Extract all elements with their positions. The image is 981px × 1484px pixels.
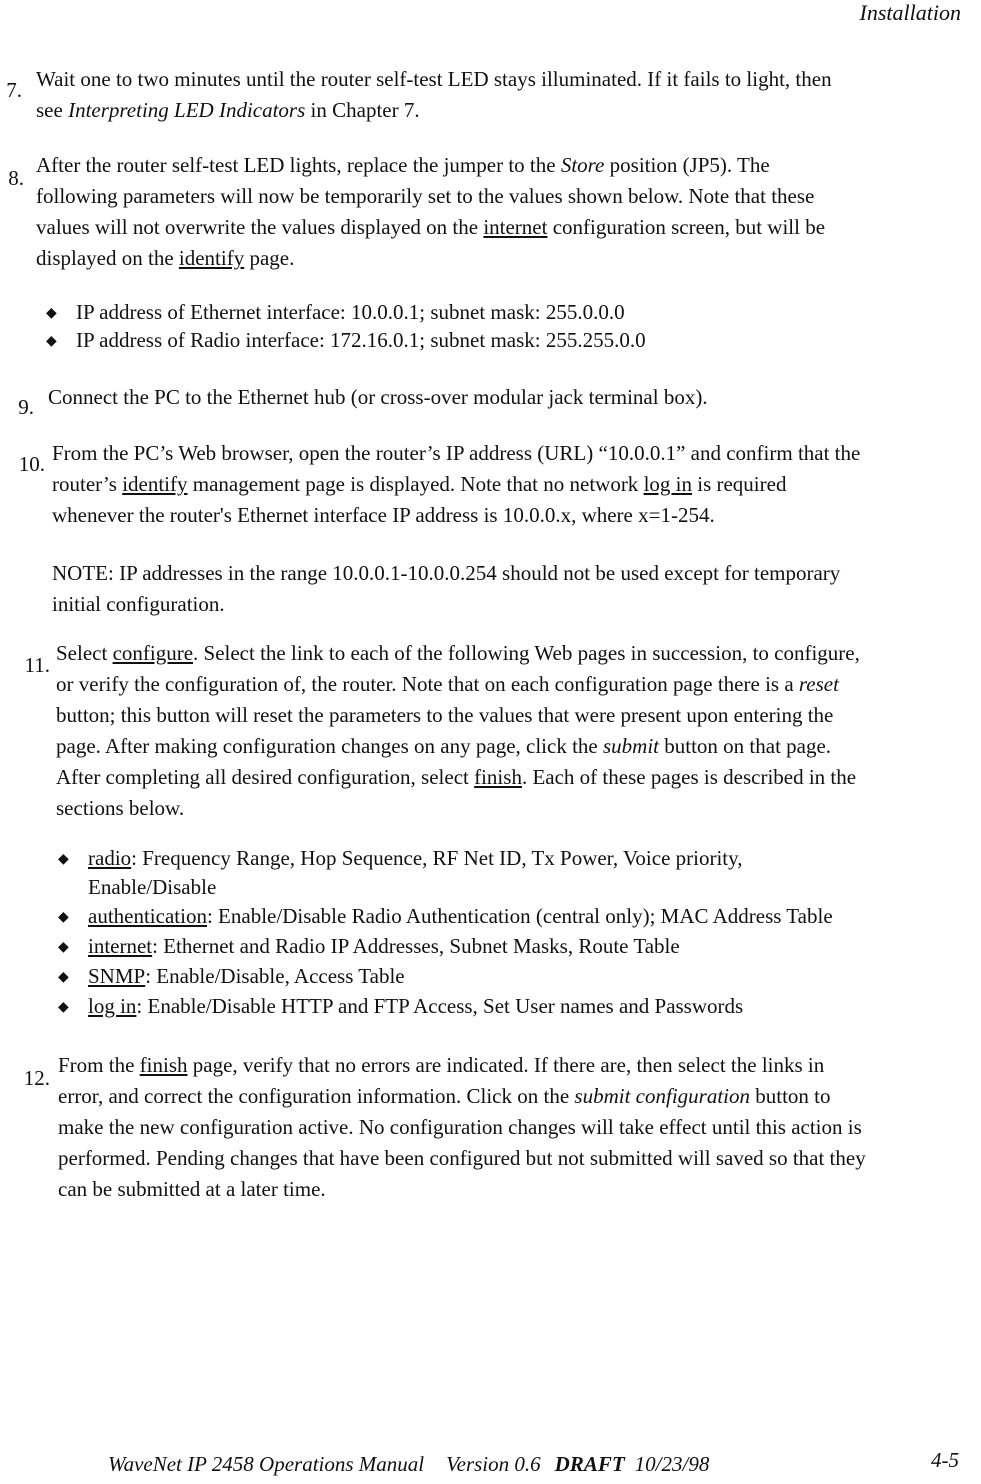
internet-link[interactable]: internet bbox=[88, 934, 153, 958]
list-item: ◆ authentication: Enable/Disable Radio Authentication (central only); MAC Address Table bbox=[58, 902, 833, 932]
list-item: ◆ SNMP: Enable/Disable, Access Table bbox=[58, 962, 405, 992]
log-in-link[interactable]: log in bbox=[88, 994, 137, 1018]
finish-link[interactable]: finish bbox=[474, 765, 522, 789]
note: NOTE: IP addresses in the range 10.0.0.1-10.0.0.254 should not be used except for temporary initial configuration. bbox=[52, 561, 841, 616]
step-text: Wait one to two minutes until the router self-test LED stays illuminated. If it fails to light, then see Interpreting LED Indicators in Chapter 7. bbox=[36, 67, 832, 122]
chapter-reference: Interpreting LED Indicators bbox=[68, 98, 306, 122]
identify-link[interactable]: identify bbox=[122, 472, 188, 496]
step-number: 9. bbox=[18, 395, 34, 419]
page-number: 4-5 bbox=[931, 1448, 959, 1472]
step-number: 8. bbox=[8, 166, 24, 190]
internet-link[interactable]: internet bbox=[483, 215, 548, 239]
finish-link[interactable]: finish bbox=[139, 1053, 188, 1077]
step-text: From the PC’s Web browser, open the router’s IP address (URL) “10.0.0.1” and confirm that the router’s identify management page is displayed. Note that no network log in is required whenever the router's Ethernet interface IP address is 10.0.0.x, where x=1-254. bbox=[52, 441, 861, 527]
step-text: Connect the PC to the Ethernet hub (or cross-over modular jack terminal box). bbox=[48, 385, 708, 409]
diamond-bullet-icon: ◆ bbox=[58, 970, 69, 985]
step-number: 12. bbox=[23, 1066, 50, 1090]
list-item-continuation: Enable/Disable bbox=[88, 875, 217, 899]
step-text: From the finish page, verify that no errors are indicated. If there are, then select the links in error, and correct the configuration information. Click on the submit configuration button to make the new configuration active. No configuration changes will take effect until this action is performed. Pending changes that have been configured but not submitted will saved so that they can be submitted at a later time. bbox=[58, 1053, 866, 1201]
draft-date: 10/23/98 bbox=[634, 1452, 710, 1476]
list-item: ◆ internet: Ethernet and Radio IP Addresses, Subnet Masks, Route Table bbox=[58, 932, 680, 962]
list-item: ◆ IP address of Ethernet interface: 10.0.0.1; subnet mask: 255.0.0.0 bbox=[46, 298, 625, 328]
radio-link[interactable]: radio bbox=[88, 846, 132, 870]
draft-label: DRAFT bbox=[554, 1452, 625, 1476]
log-in-link[interactable]: log in bbox=[643, 472, 692, 496]
step-number: 7. bbox=[6, 78, 22, 102]
step-text: After the router self-test LED lights, replace the jumper to the Store position (JP5). The following parameters will now be temporarily set to the values shown below. Note that these values will not overwrite the values displayed on the internet configuration screen, but will be displayed on the identify page. bbox=[36, 153, 826, 270]
snmp-link[interactable]: SNMP bbox=[88, 964, 146, 988]
identify-link[interactable]: identify bbox=[178, 246, 245, 270]
configure-link[interactable]: configure bbox=[112, 641, 194, 665]
diamond-bullet-icon: ◆ bbox=[58, 910, 69, 925]
list-item: ◆ radio: Frequency Range, Hop Sequence, RF Net ID, Tx Power, Voice priority, bbox=[58, 844, 743, 874]
diamond-bullet-icon: ◆ bbox=[46, 334, 57, 349]
step-number: 11. bbox=[24, 653, 50, 677]
running-header: Installation bbox=[859, 0, 961, 25]
diamond-bullet-icon: ◆ bbox=[58, 1000, 69, 1015]
list-item: ◆ log in: Enable/Disable HTTP and FTP Access, Set User names and Passwords bbox=[58, 992, 743, 1022]
page-footer bbox=[108, 1452, 709, 1477]
authentication-link[interactable]: authentication bbox=[88, 904, 207, 928]
step-text: Select configure. Select the link to each of the following Web pages in succession, to configure, or verify the configuration of, the router. Note that on each configuration page there is a reset button; this button will reset the parameters to the values that were present upon entering the page. After making configuration changes on any page, click the submit button on that page. After completing all desired configuration, select finish. Each of these pages is described in the sections below. bbox=[56, 641, 860, 820]
step-number: 10. bbox=[18, 452, 45, 476]
diamond-bullet-icon: ◆ bbox=[46, 306, 57, 321]
version-label: Version 0.6 bbox=[446, 1452, 541, 1476]
manual-title: WaveNet IP 2458 Operations Manual bbox=[108, 1452, 425, 1476]
list-item: ◆ IP address of Radio interface: 172.16.0.1; subnet mask: 255.255.0.0 bbox=[46, 326, 646, 356]
diamond-bullet-icon: ◆ bbox=[58, 852, 69, 867]
diamond-bullet-icon: ◆ bbox=[58, 940, 69, 955]
